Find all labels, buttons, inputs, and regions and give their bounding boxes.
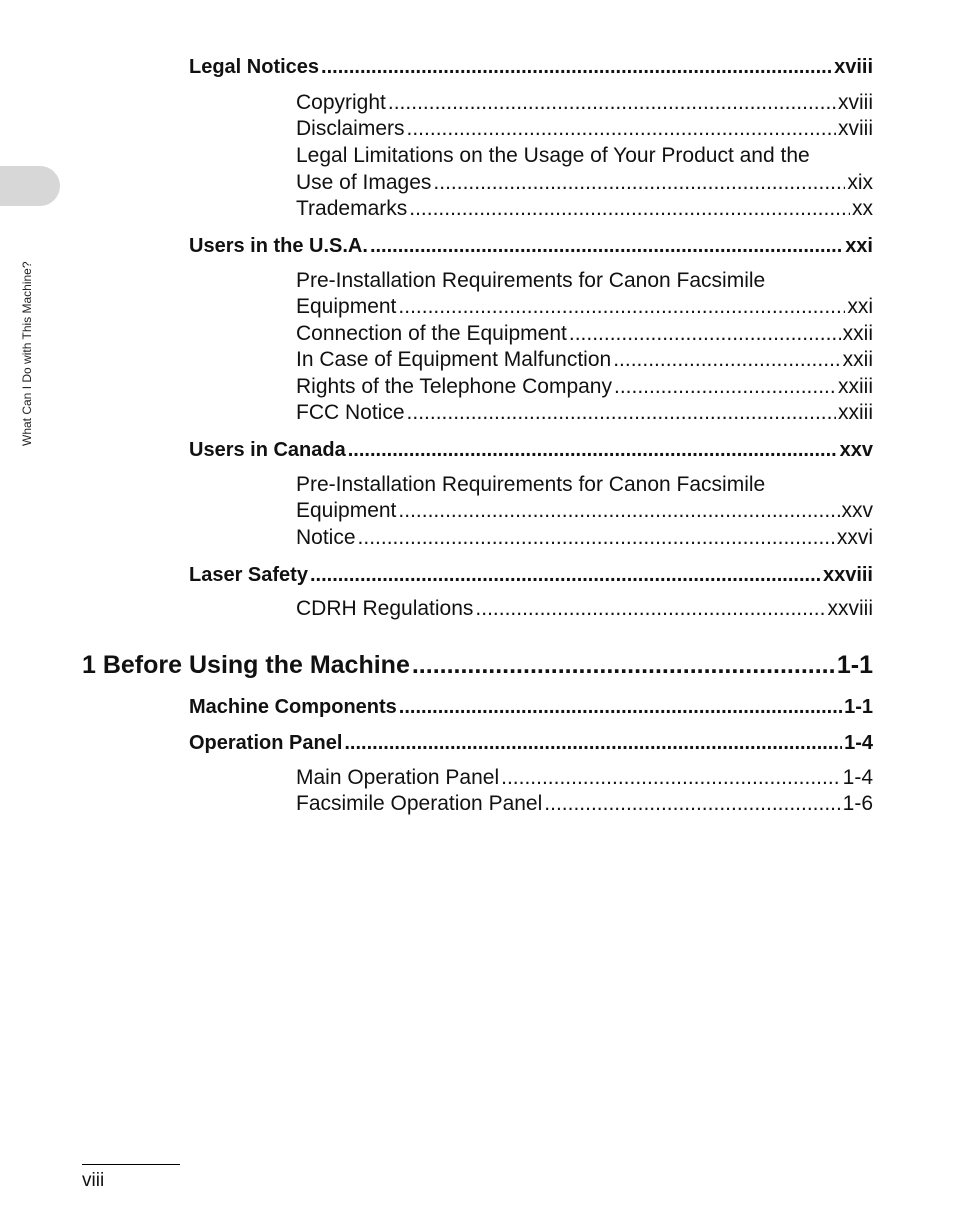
toc-entry-page: xxii <box>842 348 873 371</box>
toc-entry-pre-install-usa-line1[interactable]: Pre-Installation Requirements for Canon Facsimile <box>296 269 766 292</box>
toc-entry-title: Notice <box>296 526 356 549</box>
toc-entry-trademarks[interactable] <box>296 197 873 221</box>
toc-entry-page: xix <box>847 171 873 194</box>
toc-entry-page: xxv <box>841 499 873 522</box>
toc-entry-page: xxi <box>845 235 873 257</box>
toc-entry-page: xxii <box>842 322 873 345</box>
toc-entry-fcc[interactable] <box>296 401 873 425</box>
toc-entry-title: Rights of the Telephone Company <box>296 375 612 398</box>
toc-entry-page: xxviii <box>827 597 873 620</box>
toc-entry-title: Machine Components <box>189 696 397 718</box>
dot-leader <box>398 295 845 319</box>
dot-leader <box>399 696 842 719</box>
toc-entry-copyright[interactable] <box>296 91 873 115</box>
toc-entry-page: xxvi <box>836 526 873 549</box>
toc-entry-page: 1-4 <box>842 766 873 789</box>
toc-entry-page: xviii <box>838 117 873 140</box>
toc-entry-facsimile-operation-panel[interactable] <box>296 792 873 816</box>
dot-leader <box>614 375 836 399</box>
toc-entry-title: Copyright <box>296 91 386 114</box>
toc-entry-legal-limitations-line1[interactable]: Legal Limitations on the Usage of Your Product and the <box>296 144 810 167</box>
toc-entry-page: 1-4 <box>844 732 873 754</box>
dot-leader <box>388 91 836 115</box>
toc-entry-page: 1-1 <box>836 651 873 679</box>
dot-leader <box>613 348 840 372</box>
dot-leader <box>475 597 825 621</box>
toc-entry-title: Users in the U.S.A. <box>189 235 368 257</box>
chapter-side-label: What Can I Do with This Machine? <box>20 261 34 446</box>
toc-entry-page: xviii <box>838 91 873 114</box>
toc-entry-title: Use of Images <box>296 171 432 194</box>
toc-entry-title: CDRH Regulations <box>296 597 474 620</box>
toc-entry-pre-install-canada-line1[interactable]: Pre-Installation Requirements for Canon Facsimile <box>296 473 766 496</box>
toc-entry-title: Main Operation Panel <box>296 766 500 789</box>
chapter-side-tab <box>0 166 60 206</box>
dot-leader <box>412 651 835 680</box>
dot-leader <box>433 171 845 195</box>
toc-chapter-1[interactable] <box>82 651 873 680</box>
toc-entry-disclaimers[interactable] <box>296 117 873 141</box>
dot-leader <box>501 766 841 790</box>
toc-entry-title: Trademarks <box>296 197 408 220</box>
toc-entry-page: xx <box>852 197 873 220</box>
toc-entry-notice[interactable] <box>296 526 873 550</box>
toc-entry-title: Equipment <box>296 295 397 318</box>
toc-entry-title: 1 Before Using the Machine <box>82 651 410 679</box>
toc-entry-pre-install-canada[interactable] <box>296 499 873 523</box>
dot-leader <box>310 564 821 587</box>
dot-leader <box>407 117 836 141</box>
footer-rule <box>82 1164 180 1165</box>
toc-entry-operation-panel[interactable] <box>189 732 873 755</box>
toc-entry-rights[interactable] <box>296 375 873 399</box>
toc-entry-page: xxv <box>839 439 873 461</box>
toc-entry-title: Laser Safety <box>189 564 308 586</box>
toc-entry-cdrh[interactable] <box>296 597 873 621</box>
dot-leader <box>344 732 842 755</box>
toc-entry-title: FCC Notice <box>296 401 405 424</box>
dot-leader <box>348 439 838 462</box>
toc-entry-page: xxiii <box>838 401 873 424</box>
toc-entry-connection[interactable] <box>296 322 873 346</box>
toc-entry-title: Legal Notices <box>189 56 320 78</box>
toc-entry-page: xxiii <box>838 375 873 398</box>
toc-entry-page: xxi <box>847 295 873 318</box>
toc-entry-title: Equipment <box>296 499 397 522</box>
dot-leader <box>569 322 841 346</box>
toc-entry-pre-install-usa[interactable] <box>296 295 873 319</box>
toc-entry-title: In Case of Equipment Malfunction <box>296 348 612 371</box>
toc-entry-title: Connection of the Equipment <box>296 322 567 345</box>
dot-leader <box>370 235 843 258</box>
toc-entry-title: Disclaimers <box>296 117 405 140</box>
toc-entry-main-operation-panel[interactable] <box>296 766 873 790</box>
toc-entry-title: Users in Canada <box>189 439 346 461</box>
toc-entry-malfunction[interactable] <box>296 348 873 372</box>
toc-entry-legal-limitations[interactable] <box>296 171 873 195</box>
toc-entry-page: xxviii <box>822 564 873 586</box>
dot-leader <box>321 56 832 79</box>
page-number: viii <box>82 1170 105 1191</box>
toc-entry-page: 1-1 <box>844 696 873 718</box>
dot-leader <box>358 526 835 550</box>
toc-entry-legal-notices[interactable] <box>189 56 873 79</box>
toc-entry-users-usa[interactable] <box>189 235 873 258</box>
dot-leader <box>398 499 839 523</box>
toc-entry-title: Facsimile Operation Panel <box>296 792 543 815</box>
toc-entry-users-canada[interactable] <box>189 439 873 462</box>
toc-entry-title: Operation Panel <box>189 732 343 754</box>
dot-leader <box>544 792 840 816</box>
toc-entry-page: xviii <box>834 56 873 78</box>
dot-leader <box>409 197 850 221</box>
toc-entry-laser-safety[interactable] <box>189 564 873 587</box>
dot-leader <box>407 401 836 425</box>
toc-entry-machine-components[interactable] <box>189 696 873 719</box>
toc-entry-page: 1-6 <box>842 792 873 815</box>
